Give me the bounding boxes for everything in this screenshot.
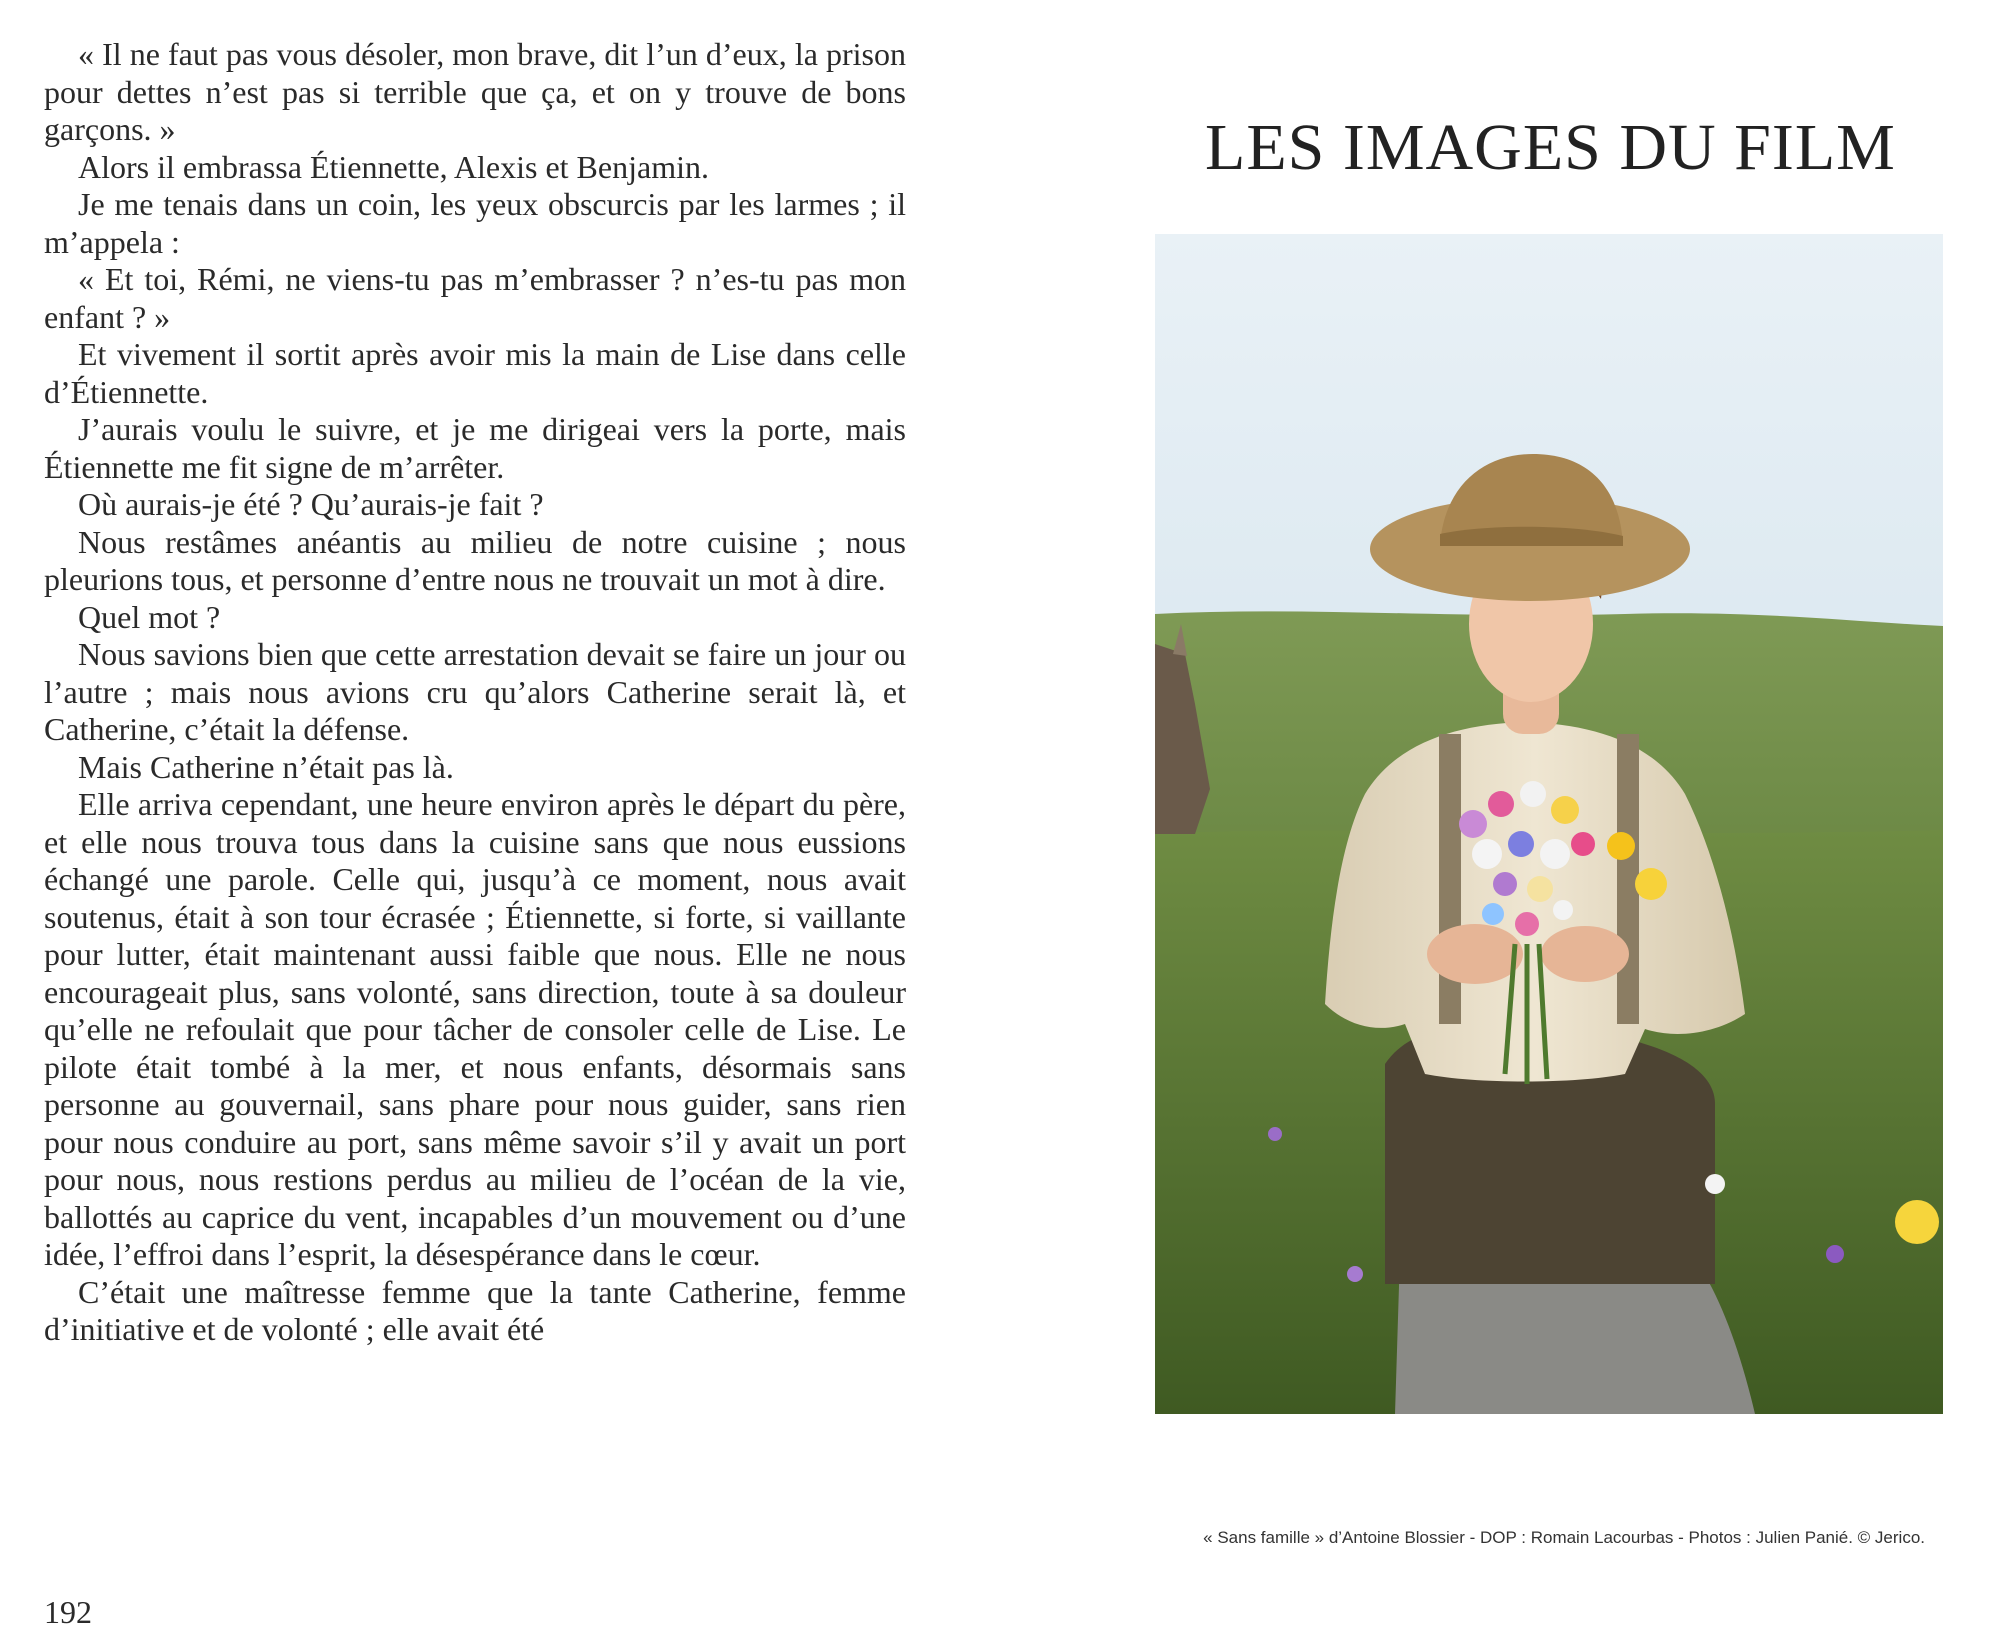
paragraph: Je me tenais dans un coin, les yeux obscurcis par les larmes ; il m’appela : — [44, 186, 906, 260]
paragraph: « Et toi, Rémi, ne viens-tu pas m’embrasser ? n’es-tu pas mon enfant ? » — [44, 261, 906, 335]
film-still-photo — [1155, 234, 1943, 1414]
paragraph: J’aurais voulu le suivre, et je me dirigeai vers la porte, mais Étiennette me fit signe de m’arrêter. — [44, 411, 906, 485]
paragraph: C’était une maîtresse femme que la tante Catherine, femme d’initiative et de volonté ; elle avait été — [44, 1273, 906, 1347]
page-number: 192 — [44, 1594, 92, 1630]
photo-credit: « Sans famille » d’Antoine Blossier - DOP : Romain Lacourbas - Photos : Julien Panié. © Jerico. — [1203, 1528, 1925, 1547]
paragraph: Elle arriva cependant, une heure environ après le départ du père, et elle nous trouva tous dans la cuisine sans que nous eussions échangé une parole. Celle qui, jusqu’à ce moment, nous avait soutenus, était à son tour écrasée ; Étiennette, si forte, si vaillante pour lutter, était maintenant aussi faible que nous. Elle ne nous encourageait plus, sans volonté, sans direction, toute à sa douleur qu’elle ne refoulait que pour tâcher de consoler celle de Lise. Le pilote était tombé à la mer, et nous enfants, désormais sans personne au gouvernail, sans phare pour nous guider, sans rien pour nous conduire au port, sans même savoir s’il y avait un port pour nous, nous restions perdus au milieu de l’océan de la vie, ballottés au caprice du vent, incapables d’un mouvement ou d’une idée, l’effroi dans l’esprit, la désespérance dans le cœur. — [44, 786, 906, 1272]
left-page — [44, 36, 906, 1349]
body-text — [44, 36, 906, 1349]
paragraph: Alors il embrassa Étiennette, Alexis et Benjamin. — [78, 148, 709, 185]
paragraph: Quel mot ? — [78, 598, 221, 635]
paragraph: Où aurais-je été ? Qu’aurais-je fait ? — [78, 486, 544, 522]
right-page — [1155, 0, 1945, 1643]
page-title: LES IMAGES DU FILM — [1205, 111, 1896, 184]
paragraph: Et vivement il sortit après avoir mis la main de Lise dans celle d’Étiennette. — [44, 336, 906, 410]
paragraph: Mais Catherine n’était pas là. — [78, 748, 454, 785]
paragraph: Nous restâmes anéantis au milieu de notre cuisine ; nous pleurions tous, et personne d’entre nous ne trouvait un mot à dire. — [44, 523, 906, 597]
paragraph: Nous savions bien que cette arrestation devait se faire un jour ou l’autre ; mais nous avions cru qu’alors Catherine serait là, et Catherine, c’était la défense. — [44, 636, 906, 747]
paragraph: « Il ne faut pas vous désoler, mon brave, dit l’un d’eux, la prison pour dettes n’est pas si terrible que ça, et on y trouve de bons garçons. » — [44, 36, 906, 147]
